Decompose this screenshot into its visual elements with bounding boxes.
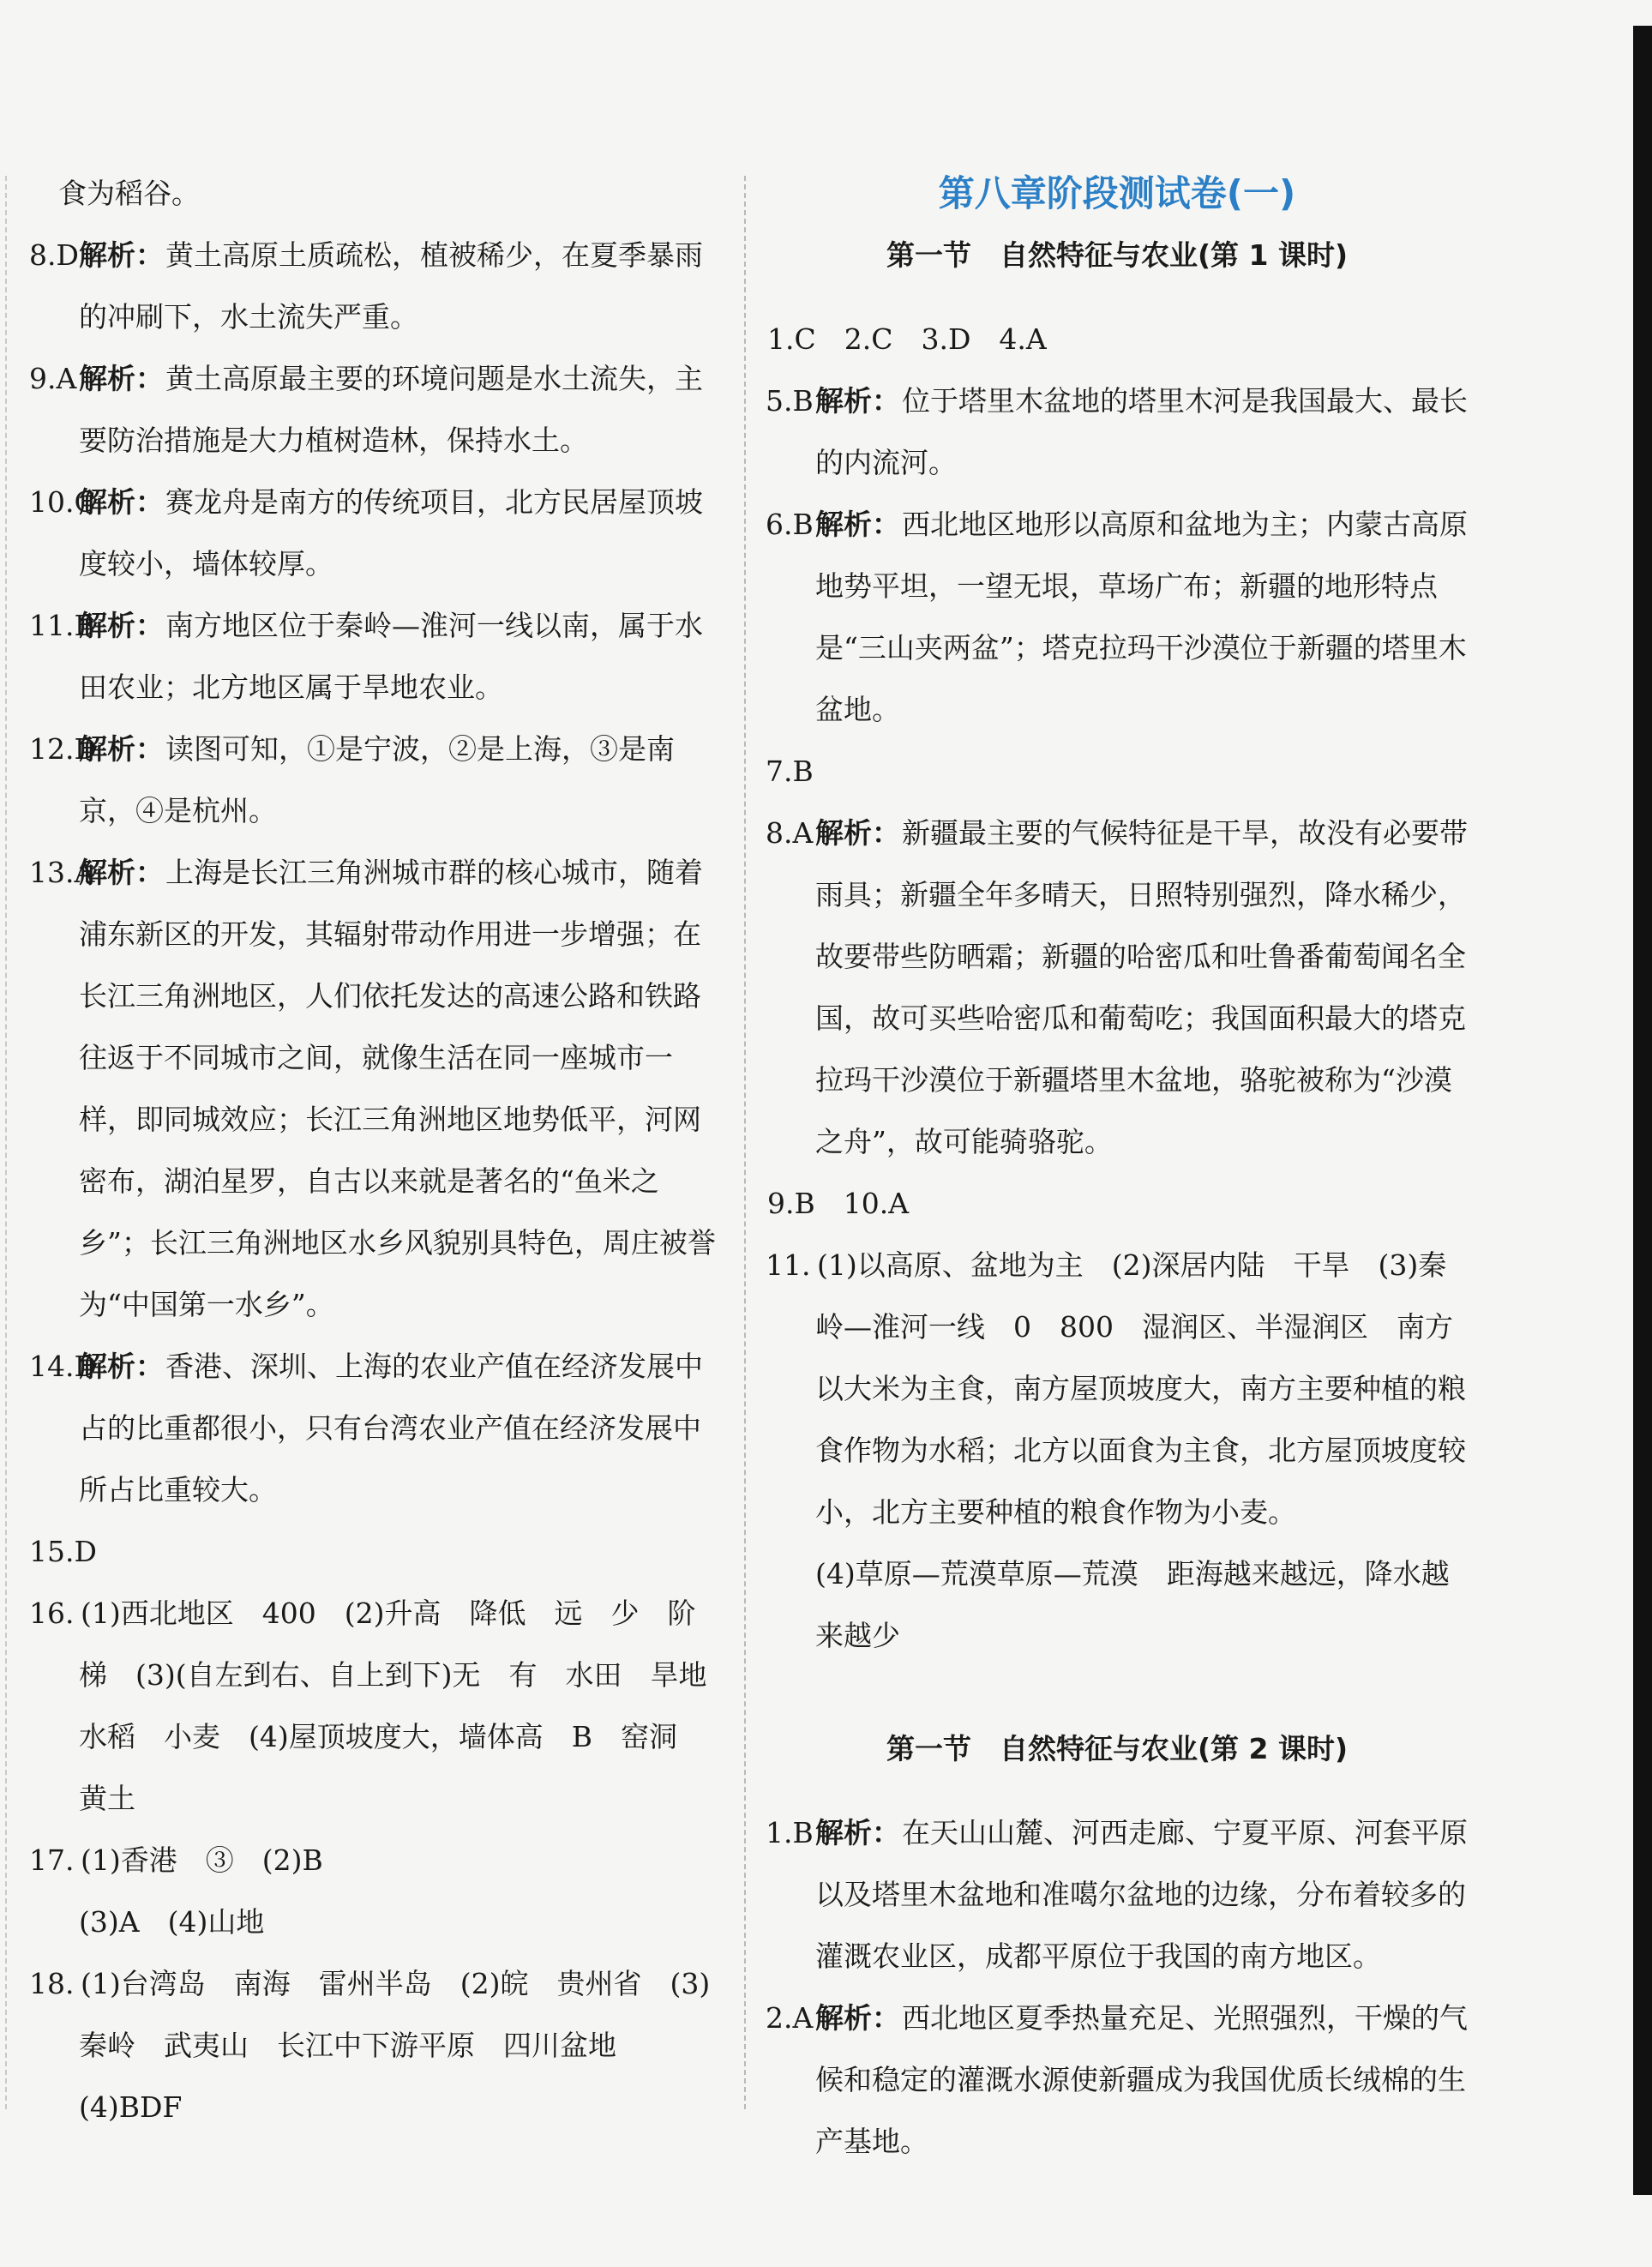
section2-answer-list — [766, 1802, 1469, 2173]
answer-text: 赛龙舟是南方的传统项目，北方民居屋顶坡度较小，墙体较厚。 — [79, 485, 703, 580]
answer-item — [766, 741, 1469, 803]
answer-number: 11. — [766, 1248, 811, 1282]
answer-number: 15.D — [29, 1535, 97, 1568]
answer-number: 1.B — [766, 1816, 814, 1849]
left-margin-rule — [5, 176, 7, 2109]
answer-number: 5.B — [766, 384, 814, 418]
answer-item — [766, 370, 1469, 494]
answer-text: 黄土高原最主要的环境问题是水土流失，主要防治措施是大力植树造林，保持水土。 — [79, 362, 703, 457]
analysis-label: 解析： — [79, 362, 164, 395]
section1-title: 第一节 自然特征与农业(第 1 课时) — [886, 238, 1349, 272]
analysis-label: 解析： — [815, 816, 900, 850]
answer-item — [29, 225, 724, 348]
answer-text: 在天山山麓、河西走廊、宁夏平原、河套平原以及塔里木盆地和准噶尔盆地的边缘，分布着较多的灌溉农业区，成都平原位于我国的南方地区。 — [815, 1816, 1468, 1973]
answer-number: 11.B — [29, 609, 95, 642]
answer-item — [29, 719, 724, 842]
answer-text: 1.C 2.C 3.D 4.A — [767, 322, 1047, 356]
section1-answer-list — [766, 309, 1469, 1667]
answer-item — [766, 1802, 1469, 1987]
answer-number: 8.D — [29, 238, 79, 272]
answer-text: 南方地区位于秦岭—淮河一线以南，属于水田农业；北方地区属于旱地农业。 — [79, 609, 703, 704]
answer-text: (1)西北地区 400 (2)升高 降低 远 少 阶梯 (3)(自左到右、自上到下)无 有 水田 旱地 水稻 小麦 (4)屋顶坡度大，墙体高 B 窑洞 黄土 — [79, 1597, 736, 1815]
analysis-label: 解析： — [79, 732, 164, 766]
answer-item — [29, 348, 724, 472]
answer-item — [29, 1583, 736, 1830]
answer-number: 6.B — [766, 508, 814, 541]
answer-number: 10.C — [29, 485, 96, 519]
answer-number: 13.A — [29, 856, 95, 889]
answer-number: 7.B — [766, 755, 814, 788]
answer-item — [29, 1521, 724, 1583]
answer-number: 18. — [29, 1967, 75, 2000]
left-column — [29, 163, 736, 2138]
answer-text: 9.B 10.A — [767, 1187, 910, 1220]
answer-number: 2.A — [766, 2001, 814, 2035]
column-divider — [744, 176, 746, 2109]
analysis-label: 解析： — [79, 609, 164, 642]
answer-text: (1)以高原、盆地为主 (2)深居内陆 干旱 (3)秦岭—淮河一线 0 800 湿润区、半湿润区 南方以大米为主食，南方屋顶坡度大，南方主要种植的粮食作物为水稻；北方以面食为主食，北方屋顶坡度较小，北方主要种植的粮食作物为小麦。 — [815, 1248, 1466, 1529]
answer-text: 西北地区夏季热量充足、光照强烈，干燥的气候和稳定的灌溉水源使新疆成为我国优质长绒棉的生产基地。 — [815, 2001, 1468, 2158]
answer-item — [766, 1235, 1469, 1543]
answer-number: 17. — [29, 1843, 75, 1877]
answer-item — [29, 1336, 724, 1521]
continued-text — [29, 163, 724, 225]
analysis-label: 解析： — [79, 856, 164, 889]
analysis-label: 解析： — [815, 2001, 900, 2035]
answer-number: 9.A — [29, 362, 77, 395]
answer-item — [766, 803, 1469, 1173]
answer-item — [29, 595, 724, 719]
section2-title: 第一节 自然特征与农业(第 2 课时) — [886, 1732, 1349, 1765]
answer-text: 读图可知，①是宁波，②是上海，③是南京，④是杭州。 — [79, 732, 675, 827]
answer-item — [766, 1987, 1469, 2173]
answer-text: 黄土高原土质疏松，植被稀少，在夏季暴雨的冲刷下，水土流失严重。 — [79, 238, 703, 334]
answer-item — [29, 472, 724, 595]
answer-number: 16. — [29, 1597, 75, 1630]
answer-text: 上海是长江三角洲城市群的核心城市，随着浦东新区的开发，其辐射带动作用进一步增强；在长江三角洲地区，人们依托发达的高速公路和铁路往返于不同城市之间，就像生活在同一座城市一样，即同城效应；长江三角洲地区地势低平，河网密布，湖泊星罗，自古以来就是著名的“鱼米之乡”；长江三角洲地区水乡风貌别具特色，周庄被誉为“中国第一水乡”。 — [79, 856, 716, 1321]
analysis-label: 解析： — [815, 1816, 900, 1849]
left-answer-list — [29, 225, 736, 2138]
answer-number: 12.D — [29, 732, 97, 766]
answer-text: 西北地区地形以高原和盆地为主；内蒙古高原地势平坦，一望无垠，草场广布；新疆的地形特点是“三山夹两盆”；塔克拉玛干沙漠位于新疆的塔里木盆地。 — [815, 508, 1468, 726]
answer-item — [29, 842, 724, 1336]
continued-line: 食为稻谷。 — [58, 177, 200, 210]
answer-extra-line: (4)BDF — [79, 2090, 183, 2124]
analysis-label: 解析： — [79, 238, 164, 272]
answer-text: (1)香港 ③ (2)B — [81, 1843, 323, 1877]
scan-edge-bar — [1633, 26, 1652, 2195]
answer-text: 新疆最主要的气候特征是干旱，故没有必要带雨具；新疆全年多晴天，日照特别强烈，降水稀少，故要带些防晒霜；新疆的哈密瓜和吐鲁番葡萄闻名全国，故可买些哈密瓜和葡萄吃；我国面积最大的塔克拉玛干沙漠位于新疆塔里木盆地，骆驼被称为“沙漠之舟”，故可能骑骆驼。 — [815, 816, 1468, 1158]
chapter-title: 第八章阶段测试卷(一) — [938, 172, 1296, 214]
answer-extra-line: (4)草原—荒漠草原—荒漠 距海越来越远，降水越来越少 — [815, 1557, 1450, 1652]
answer-text: (1)台湾岛 南海 雷州半岛 (2)皖 贵州省 (3)秦岭 武夷山 长江中下游平原 四川盆地 — [79, 1967, 711, 2062]
answer-text: 香港、深圳、上海的农业产值在经济发展中占的比重都很小，只有台湾农业产值在经济发展中所占比重较大。 — [79, 1350, 703, 1506]
answer-number: 14.D — [29, 1350, 97, 1383]
analysis-label: 解析： — [815, 384, 900, 418]
answer-item — [29, 1830, 724, 1891]
analysis-label: 解析： — [79, 485, 164, 519]
answer-item — [766, 309, 1469, 370]
answer-item — [766, 1173, 1469, 1235]
analysis-label: 解析： — [815, 508, 900, 541]
answer-text: 位于塔里木盆地的塔里木河是我国最大、最长的内流河。 — [815, 384, 1468, 479]
answer-item — [766, 494, 1469, 741]
answer-extra-line: (3)A (4)山地 — [79, 1905, 265, 1939]
answer-number: 8.A — [766, 816, 814, 850]
analysis-label: 解析： — [79, 1350, 164, 1383]
right-column — [766, 163, 1469, 2173]
answer-item — [29, 1953, 724, 2077]
